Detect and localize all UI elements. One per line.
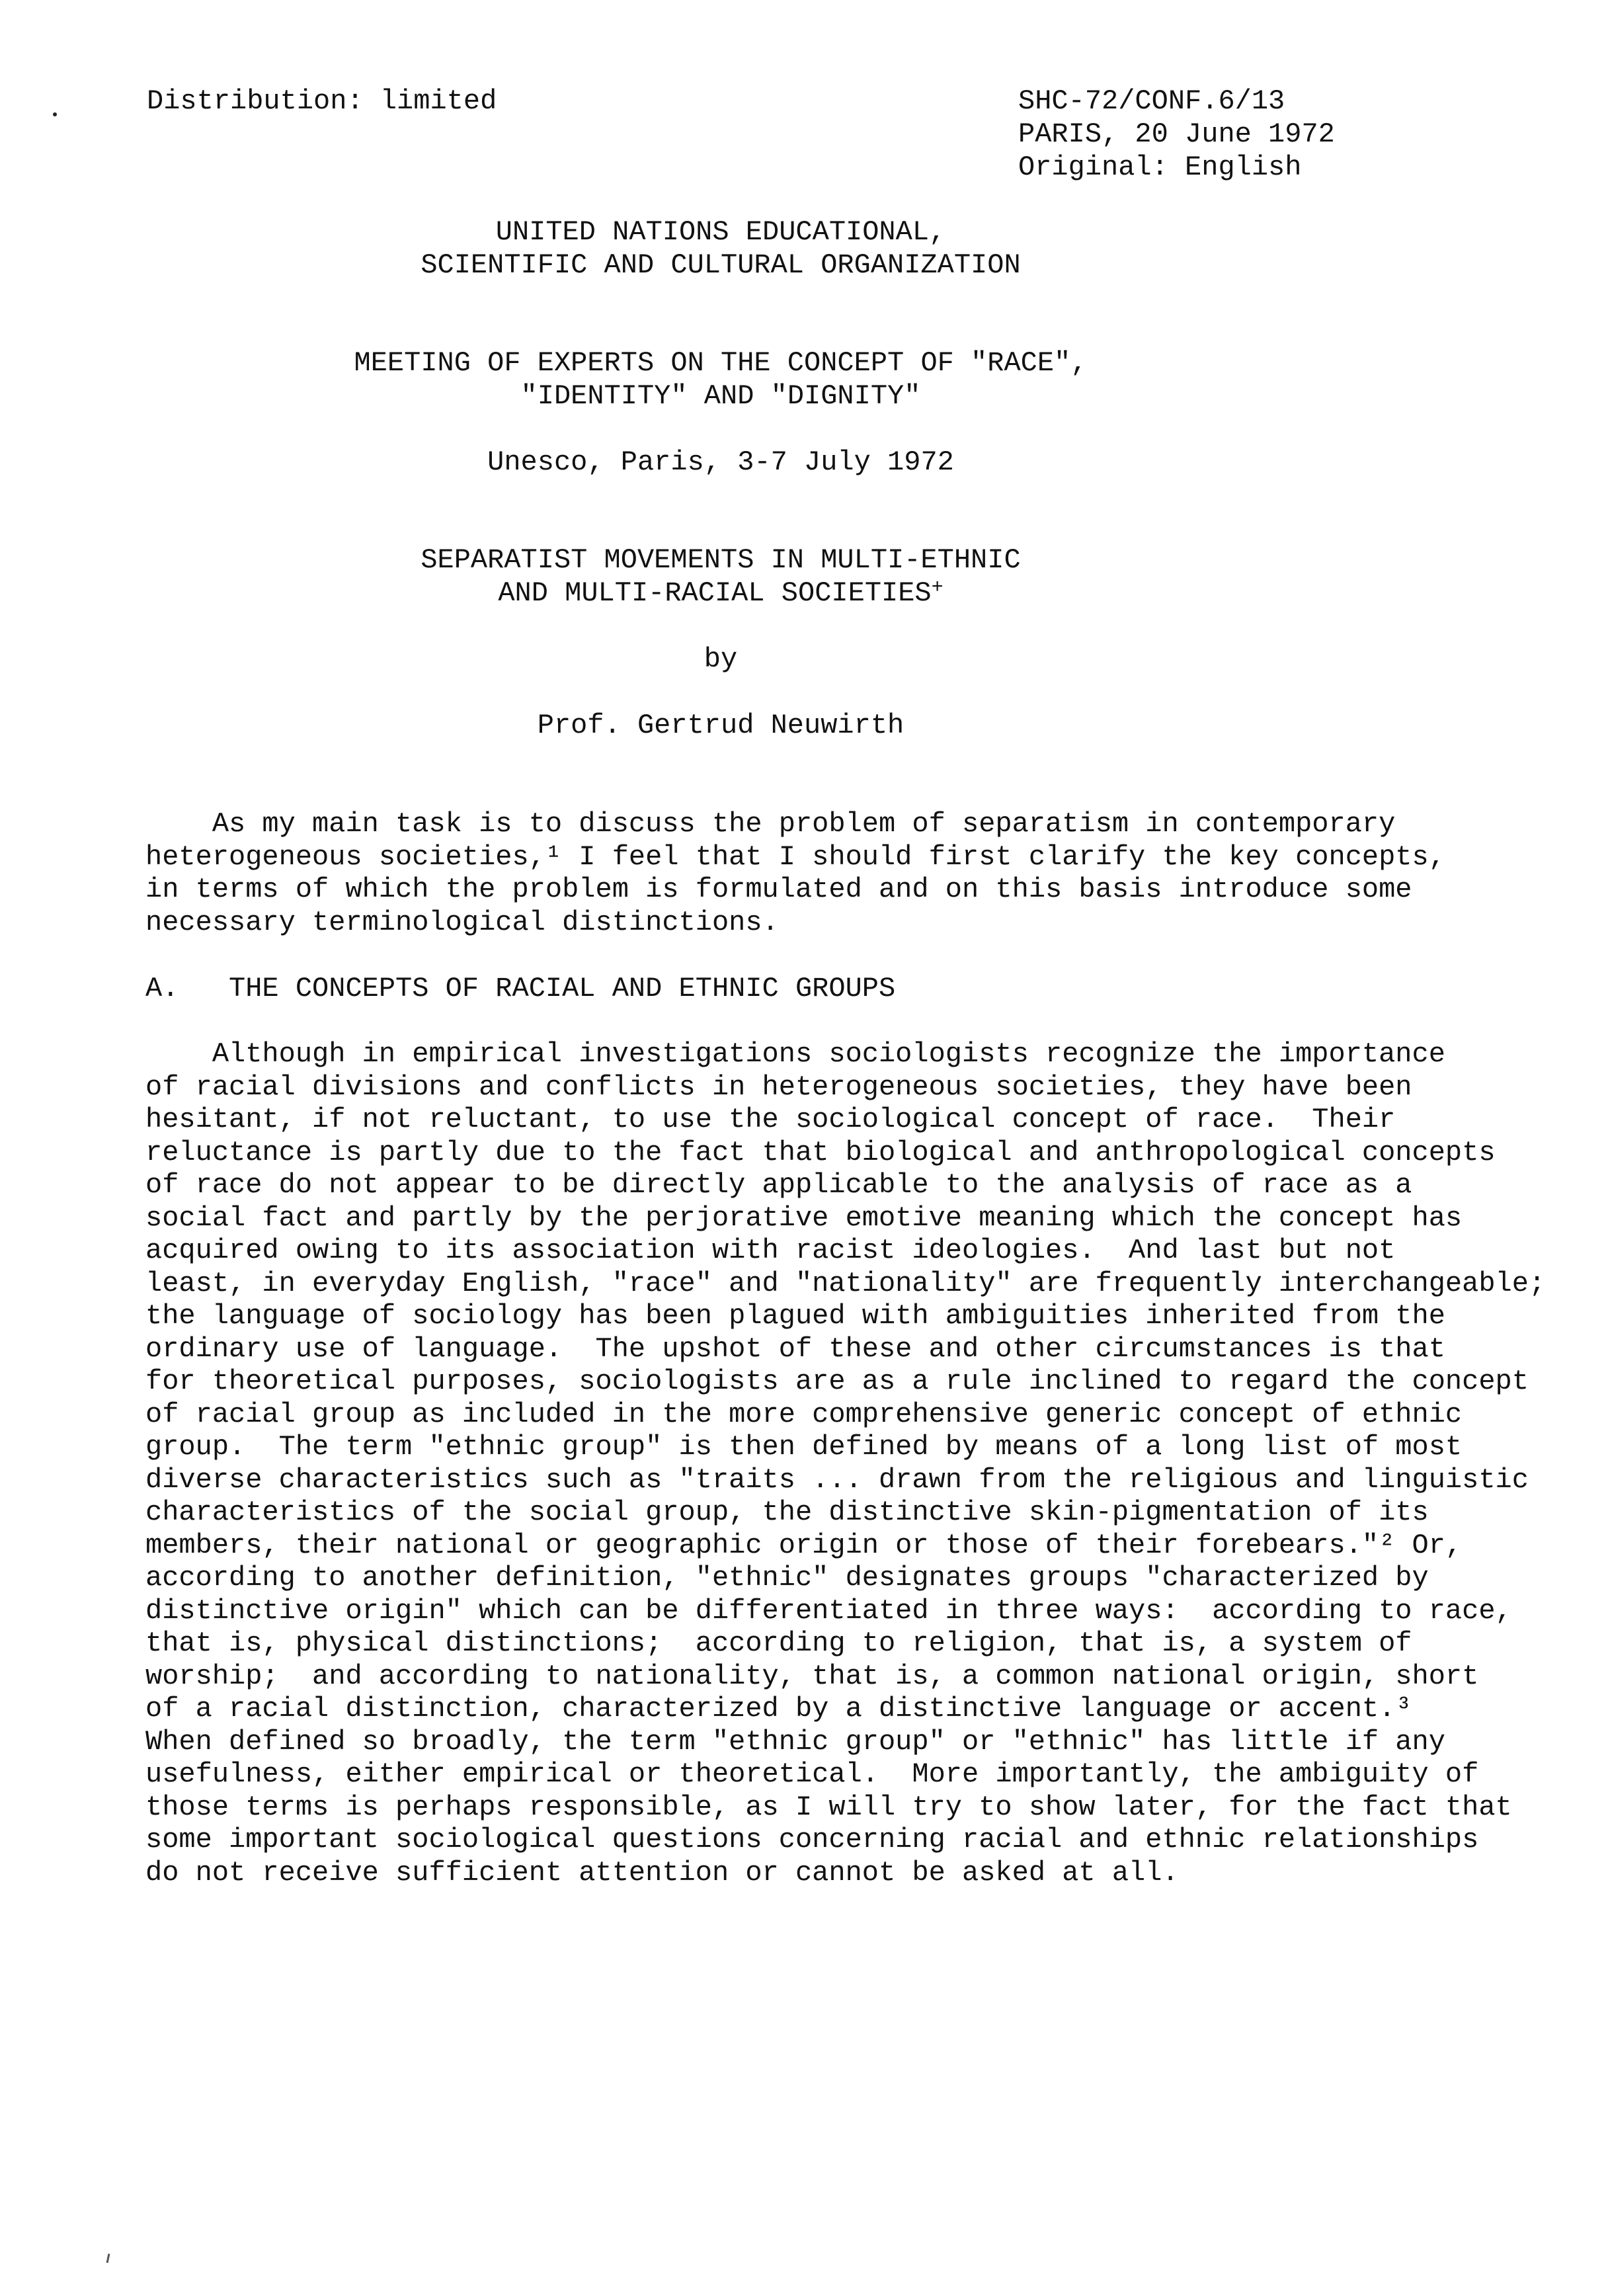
paper-title-line-1: SEPARATIST MOVEMENTS IN MULTI-ETHNIC <box>421 544 1021 576</box>
section-heading: A. THE CONCEPTS OF RACIAL AND ETHNIC GROUPS <box>145 973 896 1004</box>
place-date: PARIS, 20 June 1972 <box>1018 118 1335 150</box>
paper-title-line-2 <box>0 577 1441 610</box>
intro-paragraph: As my main task is to discuss the problem of separatism in contemporary heterogeneous societies,¹ I feel that I should first clarify the key concepts, in terms of which the problem is formulated and on this basis introduce some necessary terminological distinctions. <box>145 808 1445 938</box>
section-a-paragraph: Although in empirical investigations sociologists recognize the importance of racial divisions and conflicts in heterogeneous societies, they have been hesitant, if not reluctant, to use the sociological concept of race. Their reluctance is partly due to the fact that biological and anthropological concepts of race do not appear to be directly applicable to the analysis of race as a social fact and partly by the perjorative emotive meaning which the concept has acquired owing to its association with racist ideologies. And last but not least, in everyday English, "race" and "nationality" are frequently interchangeable; the language of sociology has been plagued with ambiguities inherited from the ordinary use of language. The upshot of these and other circumstances is that for theoretical purposes, sociologists are as a rule inclined to regard the concept of racial group as included in the more comprehensive generic concept of ethnic group. The term "ethnic group" is then defined by means of a long list of most diverse characteristics such as "traits ... drawn from the religious and linguistic characteristics of the social group, the distinctive skin-pigmentation of its members, their national or geographic origin or those of their forebears."² Or, according to another definition, "ethnic" designates groups "characterized by distinctive origin" which can be differentiated in three ways: according to race, that is, physical distinctions; according to religion, that is, a system of worship; and according to nationality, that is, a common national origin, short of a racial distinction, characterized by a distinctive language or accent.³ When defined so broadly, the term "ethnic group" or "ethnic" has little if any usefulness, either empirical or theoretical. More importantly, the ambiguity of those terms is perhaps responsible, as I will try to show later, for the fact that some important sociological questions concerning racial and ethnic relationships do not receive sufficient attention or cannot be asked at all. <box>145 1038 1546 1889</box>
organization-line-1: UNITED NATIONS EDUCATIONAL, <box>495 216 946 248</box>
meeting-title-line-1: MEETING OF EXPERTS ON THE CONCEPT OF "RACE", <box>354 347 1088 379</box>
original-language: Original: English <box>1018 151 1302 183</box>
venue-date: Unesco, Paris, 3-7 July 1972 <box>487 446 954 478</box>
author-name: Prof. Gertrud Neuwirth <box>537 710 904 741</box>
byline: by <box>704 643 738 675</box>
scan-speck <box>53 112 57 116</box>
paper-title-text: AND MULTI-RACIAL SOCIETIES <box>498 577 932 609</box>
distribution-label: Distribution: limited <box>147 85 497 117</box>
document-reference: SHC-72/CONF.6/13 <box>1018 85 1285 117</box>
organization-line-2: SCIENTIFIC AND CULTURAL ORGANIZATION <box>421 249 1021 281</box>
scan-speck <box>106 2254 110 2263</box>
footnote-marker: + <box>931 577 944 599</box>
meeting-title-line-2: "IDENTITY" AND "DIGNITY" <box>520 380 921 412</box>
